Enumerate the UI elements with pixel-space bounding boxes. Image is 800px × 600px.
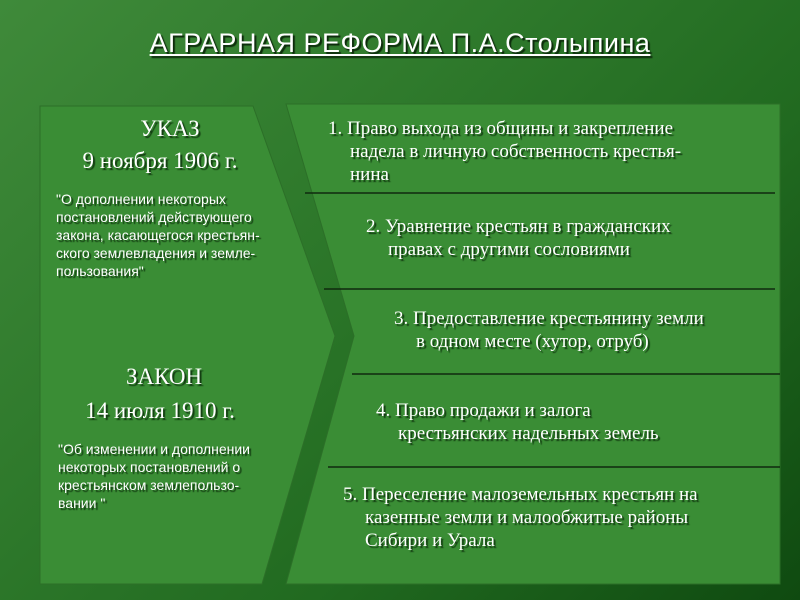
ukaz-quote-line: "О дополнении некоторых <box>56 191 226 207</box>
item-first-line: 4. Право продажи и залога <box>376 400 591 421</box>
zakon-quote-line: некоторых постановлений о <box>58 459 241 475</box>
ukaz-date: 9 ноября 1906 г. <box>82 148 238 173</box>
ukaz-heading: УКАЗ <box>140 116 200 141</box>
list-item <box>366 215 776 261</box>
item-first-line: 1. Право выхода из общины и закрепление <box>328 118 674 139</box>
slide-title: АГРАРНАЯ РЕФОРМА П.А.Столыпина <box>149 28 651 58</box>
item-line: надела в личную собственность крестья- <box>350 141 682 162</box>
zakon-date: 14 июля 1910 г. <box>85 398 235 423</box>
item-line: крестьянских надельных земель <box>398 423 659 444</box>
ukaz-quote-line: закона, касающегося крестьян- <box>56 227 260 243</box>
ukaz-quote <box>56 190 306 280</box>
item-line: нина <box>350 164 389 185</box>
item-first-line: 5. Переселение малоземельных крестьян на <box>343 484 698 505</box>
list-item <box>394 307 779 353</box>
zakon-quote-line: вании " <box>58 495 106 511</box>
ukaz-quote-line: ского землевладения и земле- <box>56 245 256 261</box>
item-first-line: 3. Предоставление крестьянину земли <box>394 308 704 329</box>
item-line: Сибири и Урала <box>365 530 495 551</box>
item-first-line: 2. Уравнение крестьян в гражданских <box>366 216 671 237</box>
ukaz-quote-line: постановлений действующего <box>56 209 252 225</box>
zakon-quote-line: крестьянском землепользо- <box>58 477 240 493</box>
list-item <box>343 483 783 552</box>
zakon-quote <box>58 440 298 512</box>
zakon-quote-line: "Об изменении и дополнении <box>58 441 250 457</box>
list-item <box>328 117 768 186</box>
item-line: казенные земли и малообжитые районы <box>365 507 689 528</box>
zakon-heading: ЗАКОН <box>125 364 203 389</box>
list-item <box>376 399 776 445</box>
left-chevron-block <box>40 106 335 584</box>
item-line: правах с другими сословиями <box>388 239 630 260</box>
item-line: в одном месте (хутор, отруб) <box>416 331 649 352</box>
ukaz-quote-line: пользования" <box>56 263 144 279</box>
